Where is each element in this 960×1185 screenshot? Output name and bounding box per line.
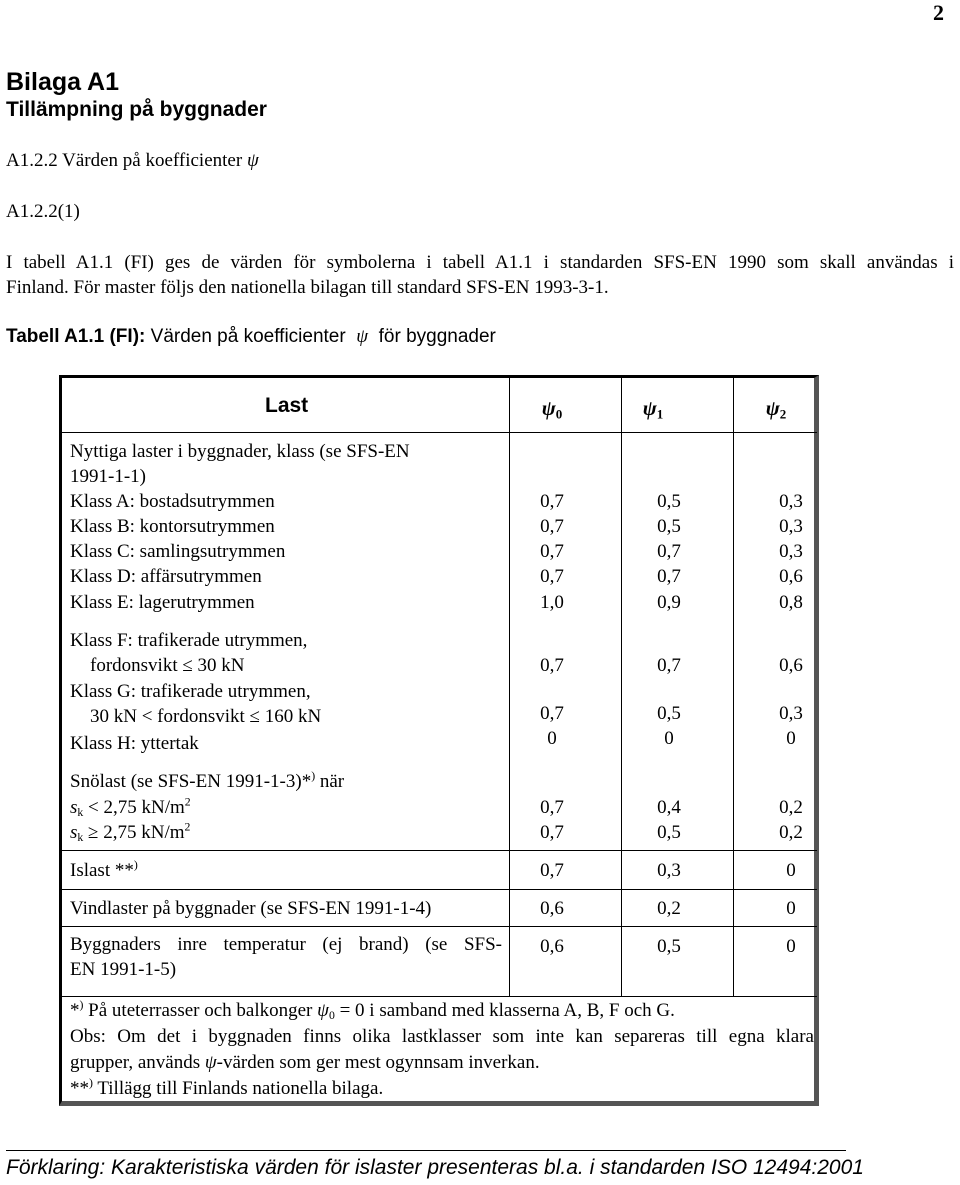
psi2-value: 0,6 — [779, 655, 803, 676]
psi1-value: 0,5 — [657, 936, 681, 957]
psi1-value: 0,2 — [657, 898, 681, 919]
psi2-value: 0,8 — [779, 592, 803, 613]
page-number: 2 — [933, 0, 944, 25]
psi1-value: 0,3 — [657, 860, 681, 881]
snow-row-1-label: $s_k < 2,75$ $kN/m^2$ — [70, 795, 191, 819]
intro-line-1: I tabell A1.1 (FI) ges de värden för symbolerna i tabell A1.1 i standarden SFS-EN 1990 som skall användas i — [6, 252, 954, 273]
snow-title: Snölast (se SFS-EN 1991-1-3)*) när — [70, 769, 345, 792]
header-psi0: $\psi_0$ — [541, 396, 563, 422]
header-divider — [60, 432, 817, 433]
psi0-value: 0,7 — [540, 860, 564, 881]
psi-symbol: ψ — [246, 150, 259, 171]
psi0-value: 0,7 — [540, 491, 564, 512]
psi2-value: 0,3 — [779, 541, 803, 562]
psi2-value: 0 — [786, 728, 796, 749]
psi2-value: 0,3 — [779, 516, 803, 537]
table-caption — [6, 326, 496, 348]
psi1-value: 0,7 — [657, 655, 681, 676]
snow-row-2-label: $s_k \ge 2,75$ $kN/m^2$ — [70, 820, 191, 844]
clause-heading — [6, 150, 259, 172]
class-g-label: Klass G: trafikerade utrymmen, — [70, 681, 311, 702]
psi0-value: 0,7 — [540, 655, 564, 676]
imposed-title-line-2: 1991-1-1) — [70, 466, 146, 487]
header-psi1: $\psi_1$ — [642, 396, 664, 422]
psi1-value: 0,7 — [657, 541, 681, 562]
note-3: **) Tillägg till Finlands nationella bilaga. — [70, 1076, 384, 1099]
class-f-condition: fordonsvikt ≤ 30 kN — [90, 655, 245, 676]
imposed-title-line-1: Nyttiga laster i byggnader, klass (se SFS-EN — [70, 441, 410, 462]
psi0-value: 0,7 — [540, 822, 564, 843]
ice-label: Islast **) — [70, 858, 138, 881]
row-label: Klass C: samlingsutrymmen — [70, 541, 286, 562]
class-g-condition: 30 kN < fordonsvikt ≤ 160 kN — [90, 706, 322, 727]
wind-label: Vindlaster på byggnader (se SFS-EN 1991-1-4) — [70, 898, 432, 919]
psi2-value: 0,3 — [779, 491, 803, 512]
psi1-value: 0,7 — [657, 566, 681, 587]
header-load: Last — [265, 394, 309, 417]
table-caption-suffix: för byggnader — [378, 326, 496, 347]
row-divider — [60, 889, 817, 890]
psi1-value: 0,5 — [657, 822, 681, 843]
row-label: Klass D: affärsutrymmen — [70, 566, 262, 587]
note-1: *) På uteterrasser och balkonger $\psi_0 = 0$ i samband med klasserna A, B, F och G. — [70, 998, 675, 1022]
psi1-value: 0,5 — [657, 491, 681, 512]
psi2-value: 0,6 — [779, 566, 803, 587]
psi0-value: 0,7 — [540, 541, 564, 562]
psi-symbol: ψ — [356, 326, 369, 347]
psi0-value: 0,6 — [540, 898, 564, 919]
note-2-line-1: Obs: Om det i byggnaden finns olika lastklasser som inte kan separeras till egna klara — [70, 1026, 814, 1047]
header-psi2: $\psi_2$ — [765, 396, 787, 422]
class-h-label: Klass H: yttertak — [70, 733, 199, 754]
intro-line-2: Finland. För master följs den nationella bilagan till standard SFS-EN 1993-3-1. — [6, 277, 609, 298]
clause-heading-text: A1.2.2 Värden på koefficienter — [6, 150, 243, 171]
psi0-value: 0,6 — [540, 936, 564, 957]
temperature-label-line-2: EN 1991-1-5) — [70, 959, 177, 980]
footer-divider — [6, 1150, 846, 1151]
row-label: Klass B: kontorsutrymmen — [70, 516, 275, 537]
psi2-value: 0,2 — [779, 797, 803, 818]
table-caption-label: Tabell A1.1 (FI): — [6, 326, 146, 347]
psi2-value: 0,3 — [779, 703, 803, 724]
row-divider — [60, 996, 817, 997]
psi0-value: 0 — [547, 728, 557, 749]
psi0-value: 1,0 — [540, 592, 564, 613]
row-label: Klass A: bostadsutrymmen — [70, 491, 275, 512]
psi0-value: 0,7 — [540, 516, 564, 537]
temperature-label-line-1: Byggnaders inre temperatur (ej brand) (se SFS- — [70, 934, 502, 955]
row-divider — [60, 926, 817, 927]
psi0-value: 0,7 — [540, 703, 564, 724]
psi2-value: 0 — [786, 898, 796, 919]
psi1-value: 0,9 — [657, 592, 681, 613]
intro-paragraph — [6, 250, 954, 300]
psi2-value: 0,2 — [779, 822, 803, 843]
table-caption-text: Värden på koefficienter — [150, 326, 346, 347]
psi1-value: 0 — [664, 728, 674, 749]
psi1-value: 0,5 — [657, 703, 681, 724]
class-f-label: Klass F: trafikerade utrymmen, — [70, 630, 308, 651]
note-2-line-2: grupper, används ψ-värden som ger mest ogynnsam inverkan. — [70, 1052, 540, 1073]
psi1-value: 0,4 — [657, 797, 681, 818]
psi0-value: 0,7 — [540, 797, 564, 818]
row-label: Klass E: lagerutrymmen — [70, 592, 255, 613]
annex-subtitle: Tillämpning på byggnader — [6, 98, 267, 121]
psi2-value: 0 — [786, 936, 796, 957]
column-divider — [733, 375, 734, 996]
row-divider — [60, 850, 817, 851]
clause-reference: A1.2.2(1) — [6, 201, 80, 222]
footer-note: Förklaring: Karakteristiska värden för islaster presenteras bl.a. i standarden ISO 12494:2001 — [6, 1156, 864, 1179]
psi1-value: 0,5 — [657, 516, 681, 537]
psi0-value: 0,7 — [540, 566, 564, 587]
table-notes — [70, 998, 814, 1102]
column-divider — [621, 375, 622, 996]
psi2-value: 0 — [786, 860, 796, 881]
annex-title: Bilaga A1 — [6, 68, 120, 96]
